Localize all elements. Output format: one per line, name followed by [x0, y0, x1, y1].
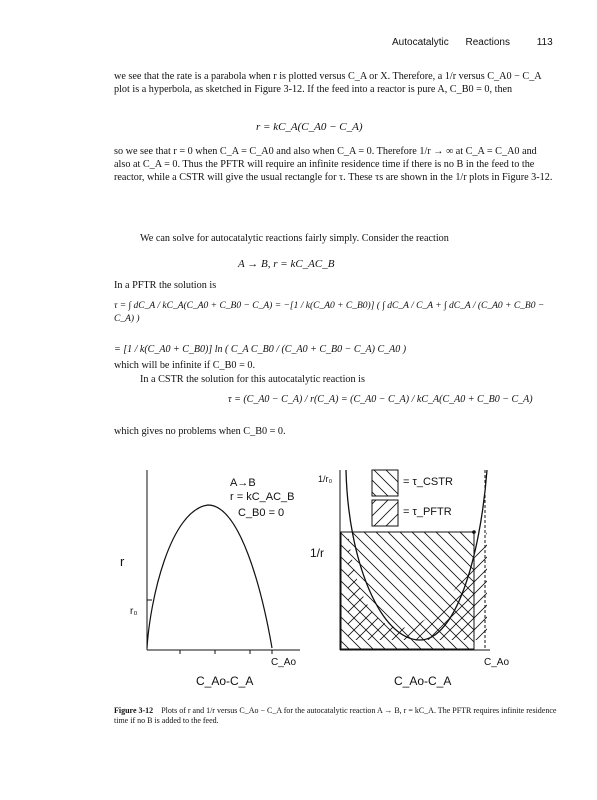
- paragraph-3: We can solve for autocatalytic reactions fairly simply. Consider the reaction: [140, 233, 449, 244]
- right-cao-tick: C_Ao: [484, 657, 510, 668]
- left-rate-label: r = kC_AC_B: [230, 491, 295, 503]
- legend-pftr-label: = τ_PFTR: [403, 506, 452, 518]
- equation-rate: r = kC_A(C_A0 − C_A): [256, 121, 363, 133]
- left-reaction-label: A→B: [230, 477, 256, 489]
- page-number: 113: [536, 37, 553, 48]
- figure-caption: [114, 706, 564, 726]
- paragraph-1: we see that the rate is a parabola when r is plotted versus C_A or X. Therefore, a 1/r versus C_A0 − C_A plot is a hyperbola, as sketched in Figure 3-12. If the feed into a reactor is pure A, C_B0 = 0, then: [114, 71, 542, 96]
- legend-cstr-label: = τ_CSTR: [403, 476, 453, 488]
- equation-reaction: A → B, r = kC_AC_B: [238, 258, 335, 270]
- right-plot: [340, 470, 490, 650]
- paragraph-2: so we see that r = 0 when C_A = C_A0 and also when C_A = 0. Therefore 1/r → ∞ at C_A = C_A0 and also at C_A = 0. Thus the PFTR will require an infinite residence time if there is no B in the feed to the reactor, while a CSTR will give the usual rectangle for τ. These τs are shown in the 1/r plots in Figure 3-12.: [114, 146, 553, 184]
- equation-pftr: τ = ∫ dC_A / kC_A(C_A0 + C_B0 − C_A) = −[1 / k(C_A0 + C_B0)] ( ∫ dC_A / C_A + ∫ dC_A / (C_A0 + C_B0 − C_A) ): [114, 301, 545, 324]
- rate-parabola: [147, 505, 272, 648]
- legend-cstr-swatch: [372, 470, 398, 496]
- header-title-b: Reactions: [465, 37, 510, 48]
- left-r0-label: r₀: [130, 606, 138, 617]
- paragraph-5: which will be infinite if C_B0 = 0.: [114, 360, 255, 371]
- right-r0-label: 1/r₀: [318, 474, 333, 484]
- header-title-a: Autocatalytic: [392, 37, 449, 48]
- right-xlabel: C_Ao-C_A: [394, 674, 452, 688]
- left-cond-label: C_B0 = 0: [238, 507, 285, 519]
- caption-text: Plots of r and 1/r versus C_Ao − C_A for the autocatalytic reaction A → B, r = kC_A. The PFTR requires infinite residence time if no B is added to the feed.: [114, 706, 557, 725]
- legend-pftr-swatch: [372, 500, 398, 526]
- paragraph-6: In a CSTR the solution for this autocatalytic reaction is: [140, 374, 365, 385]
- left-xlabel: C_Ao-C_A: [196, 674, 254, 688]
- left-ylabel: r: [120, 554, 125, 569]
- paragraph-7: which gives no problems when C_B0 = 0.: [114, 426, 286, 437]
- left-cao-tick: C_Ao: [271, 657, 297, 668]
- paragraph-4: In a PFTR the solution is: [114, 280, 217, 291]
- caption-label: Figure 3-12: [114, 706, 154, 715]
- equation-cstr: τ = (C_A0 − C_A) / r(C_A) = (C_A0 − C_A) / kC_A(C_A0 + C_B0 − C_A): [228, 394, 533, 405]
- equation-pftr-log: = [1 / k(C_A0 + C_B0)] ln ( C_A C_B0 / (C_A0 + C_B0 − C_A) C_A0 ): [114, 344, 407, 355]
- right-ylabel: 1/r: [310, 546, 325, 560]
